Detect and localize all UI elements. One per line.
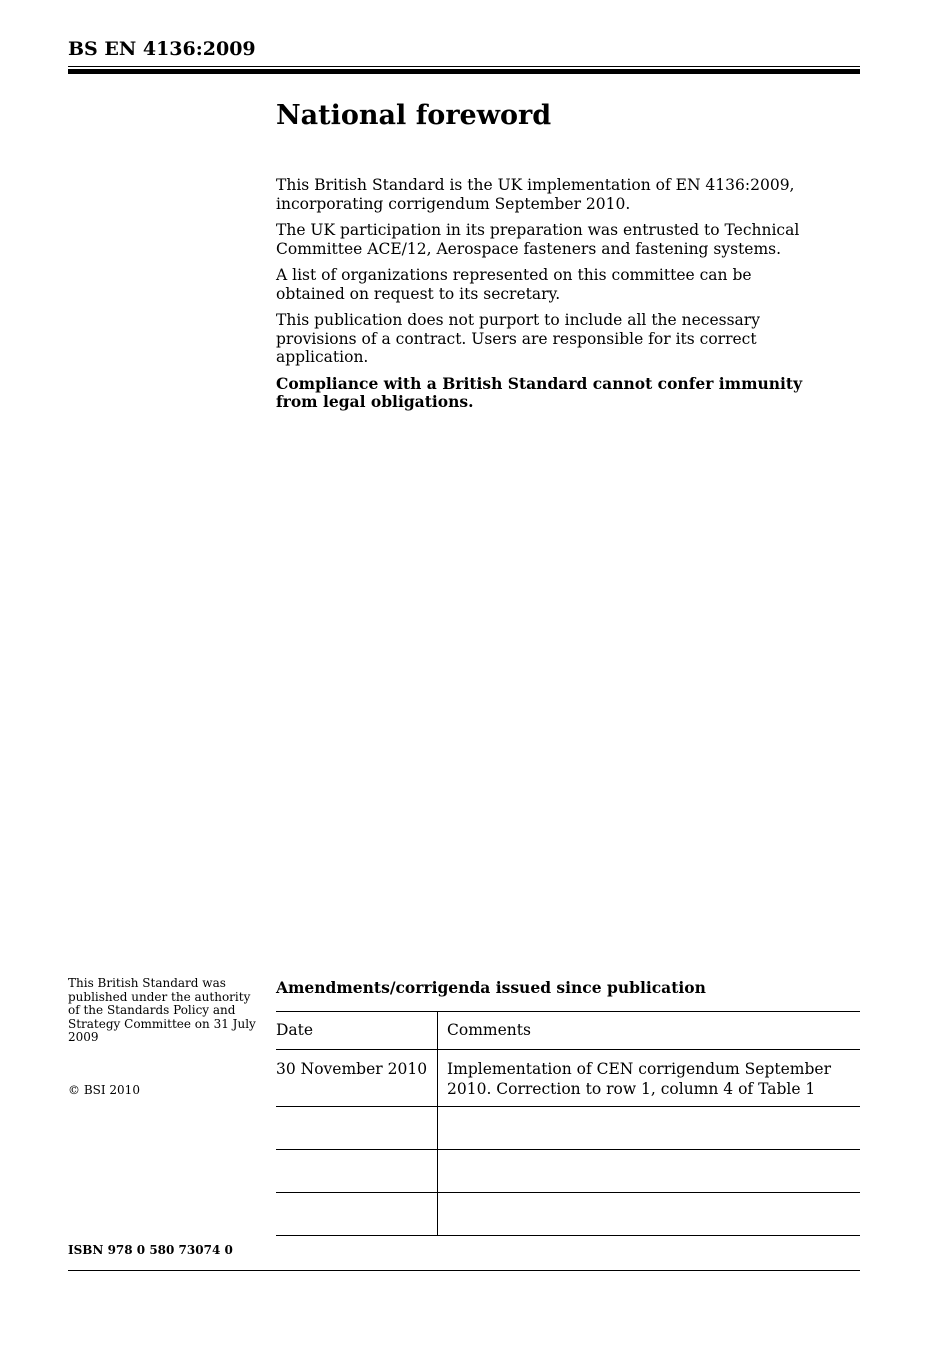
amendment-comments: Implementation of CEN corrigendum September 2010. Correction to row 1, column 4 of Table 1 xyxy=(438,1050,861,1107)
foreword-paragraph: The UK participation in its preparation was entrusted to Technical Committee ACE/12, Aerospace fasteners and fastening systems. xyxy=(276,221,800,258)
table-header-row xyxy=(276,1012,860,1050)
compliance-statement: Compliance with a British Standard cannot confer immunity from legal obligations. xyxy=(276,373,803,411)
table-row xyxy=(276,1150,860,1193)
standard-identifier: BS EN 4136:2009 xyxy=(68,38,256,60)
page-title: National foreword xyxy=(276,100,552,131)
amendment-date: 30 November 2010 xyxy=(276,1050,438,1107)
header-rule-thick xyxy=(68,69,860,74)
table-row xyxy=(276,1193,860,1236)
table-row xyxy=(276,1050,860,1107)
table-row xyxy=(276,1107,860,1150)
header-rule-thin xyxy=(68,66,860,67)
amendments-title: Amendments/corrigenda issued since publication xyxy=(276,978,706,997)
foreword-body xyxy=(276,176,816,420)
amendment-comments xyxy=(438,1150,861,1193)
foreword-paragraph: This British Standard is the UK implementation of EN 4136:2009, incorporating corrigendum September 2010. xyxy=(276,176,795,213)
isbn: ISBN 978 0 580 73074 0 xyxy=(68,1243,233,1257)
date-column-header: Date xyxy=(276,1012,438,1050)
amendment-date xyxy=(276,1107,438,1150)
publication-note: This British Standard was published under the authority of the Standards Policy and Strategy Committee on 31 July 2009 xyxy=(68,976,256,1044)
amendment-date xyxy=(276,1150,438,1193)
copyright-notice: © BSI 2010 xyxy=(68,1083,140,1097)
foreword-paragraph: This publication does not purport to include all the necessary provisions of a contract. Users are responsible for its correct application. xyxy=(276,311,760,366)
foreword-paragraph: A list of organizations represented on this committee can be obtained on request to its secretary. xyxy=(276,266,752,303)
amendment-comments xyxy=(438,1193,861,1236)
amendment-comments xyxy=(438,1107,861,1150)
amendment-date xyxy=(276,1193,438,1236)
amendments-table xyxy=(276,1011,860,1236)
comments-column-header: Comments xyxy=(438,1012,861,1050)
footer-rule xyxy=(68,1270,860,1271)
